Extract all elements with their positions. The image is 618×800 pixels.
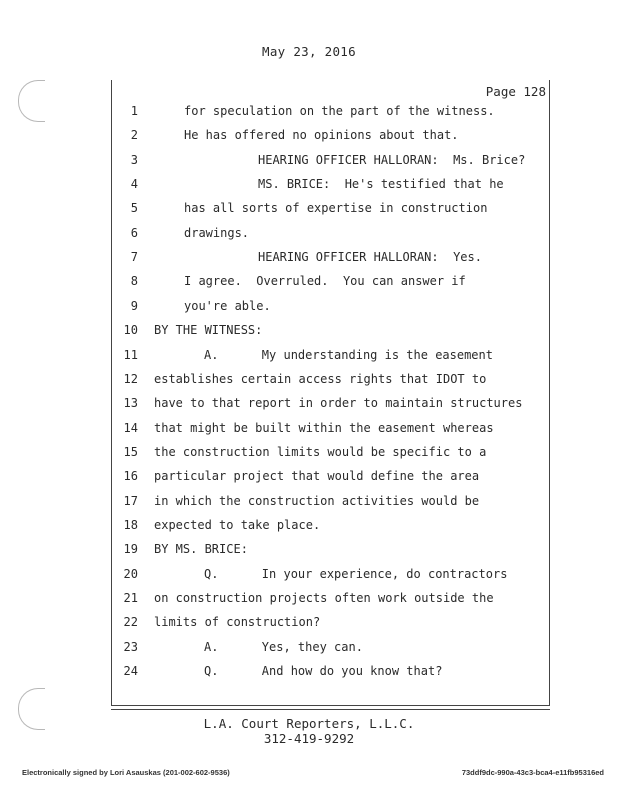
line-number: 8 (130, 274, 138, 289)
line-text: particular project that would define the area (154, 469, 480, 484)
line-number: 17 (123, 493, 138, 508)
line-text: I agree. Overruled. You can answer if (184, 274, 466, 289)
transcript-line (0, 372, 618, 392)
line-text: He has offered no opinions about that. (184, 128, 459, 143)
line-number: 12 (123, 371, 138, 386)
transcript-line (0, 201, 618, 221)
page-date: May 23, 2016 (262, 44, 356, 59)
line-number: 15 (123, 444, 138, 459)
line-text: the construction limits would be specific to a (154, 444, 487, 459)
line-number: 5 (130, 201, 138, 216)
line-number: 24 (123, 664, 138, 679)
transcript-line (0, 421, 618, 441)
transcript-line (0, 177, 618, 197)
line-text: limits of construction? (154, 615, 321, 630)
line-text: that might be built within the easement whereas (154, 420, 494, 435)
transcript-line (0, 542, 618, 562)
line-text: Q. In your experience, do contractors (204, 566, 508, 581)
transcript-line (0, 664, 618, 684)
page-number: Page 128 (485, 84, 546, 99)
transcript-line (0, 494, 618, 514)
line-number: 21 (123, 591, 138, 605)
transcript-line (0, 348, 618, 368)
line-number: 4 (130, 177, 138, 192)
line-number: 6 (130, 225, 138, 240)
transcript-frame (111, 80, 550, 706)
line-text: for speculation on the part of the witness. (184, 104, 495, 118)
line-number: 7 (130, 250, 138, 265)
document-hash: 73ddf9dc-990a-43c3-bca4-e11fb95316ed (461, 768, 604, 777)
line-text: MS. BRICE: He's testified that he (258, 177, 504, 192)
line-text: HEARING OFFICER HALLORAN: Yes. (258, 250, 482, 265)
line-number: 13 (123, 396, 138, 411)
line-text: A. Yes, they can. (204, 639, 363, 654)
line-text: expected to take place. (154, 517, 321, 532)
transcript-line (0, 299, 618, 319)
line-number: 20 (123, 566, 138, 581)
line-text: BY MS. BRICE: (154, 542, 248, 557)
line-text: you're able. (184, 298, 271, 313)
line-number: 11 (123, 347, 138, 362)
line-number: 19 (123, 542, 138, 557)
transcript-line (0, 591, 618, 611)
transcript-line (0, 469, 618, 489)
transcript-line (0, 518, 618, 538)
line-text: A. My understanding is the easement (204, 347, 493, 362)
line-text: BY THE WITNESS: (154, 323, 263, 338)
line-text: have to that report in order to maintain structures (154, 396, 523, 411)
transcript-line (0, 567, 618, 587)
transcript-line (0, 104, 618, 124)
line-text: HEARING OFFICER HALLORAN: Ms. Brice? (258, 152, 526, 167)
line-number: 10 (123, 323, 138, 338)
transcript-line (0, 250, 618, 270)
line-text: establishes certain access rights that IDOT to (154, 371, 487, 386)
electronic-signature: Electronically signed by Lori Asauskas (201-002-602-9536) (22, 768, 230, 777)
line-text: drawings. (184, 225, 250, 240)
line-number: 9 (130, 298, 138, 313)
transcript-line (0, 323, 618, 343)
transcript-line (0, 226, 618, 246)
line-number: 16 (123, 469, 138, 484)
line-text: in which the construction activities would be (154, 493, 480, 508)
line-text: Q. And how do you know that? (204, 664, 443, 679)
footer-company: L.A. Court Reporters, L.L.C. (203, 716, 415, 731)
transcript-line (0, 615, 618, 635)
line-number: 14 (123, 420, 138, 435)
transcript-line (0, 128, 618, 148)
line-number: 1 (130, 104, 138, 118)
transcript-line (0, 640, 618, 660)
line-number: 22 (123, 615, 138, 630)
transcript-line (0, 396, 618, 416)
transcript-line (0, 274, 618, 294)
line-number: 23 (123, 639, 138, 654)
footer-phone: 312-419-9292 (263, 731, 355, 746)
line-number: 2 (130, 128, 138, 143)
transcript-line (0, 445, 618, 465)
transcript-line (0, 153, 618, 173)
line-number: 3 (130, 152, 138, 167)
line-number: 18 (123, 517, 138, 532)
line-text: on construction projects often work outside the (154, 591, 494, 605)
line-text: has all sorts of expertise in construction (184, 201, 488, 216)
